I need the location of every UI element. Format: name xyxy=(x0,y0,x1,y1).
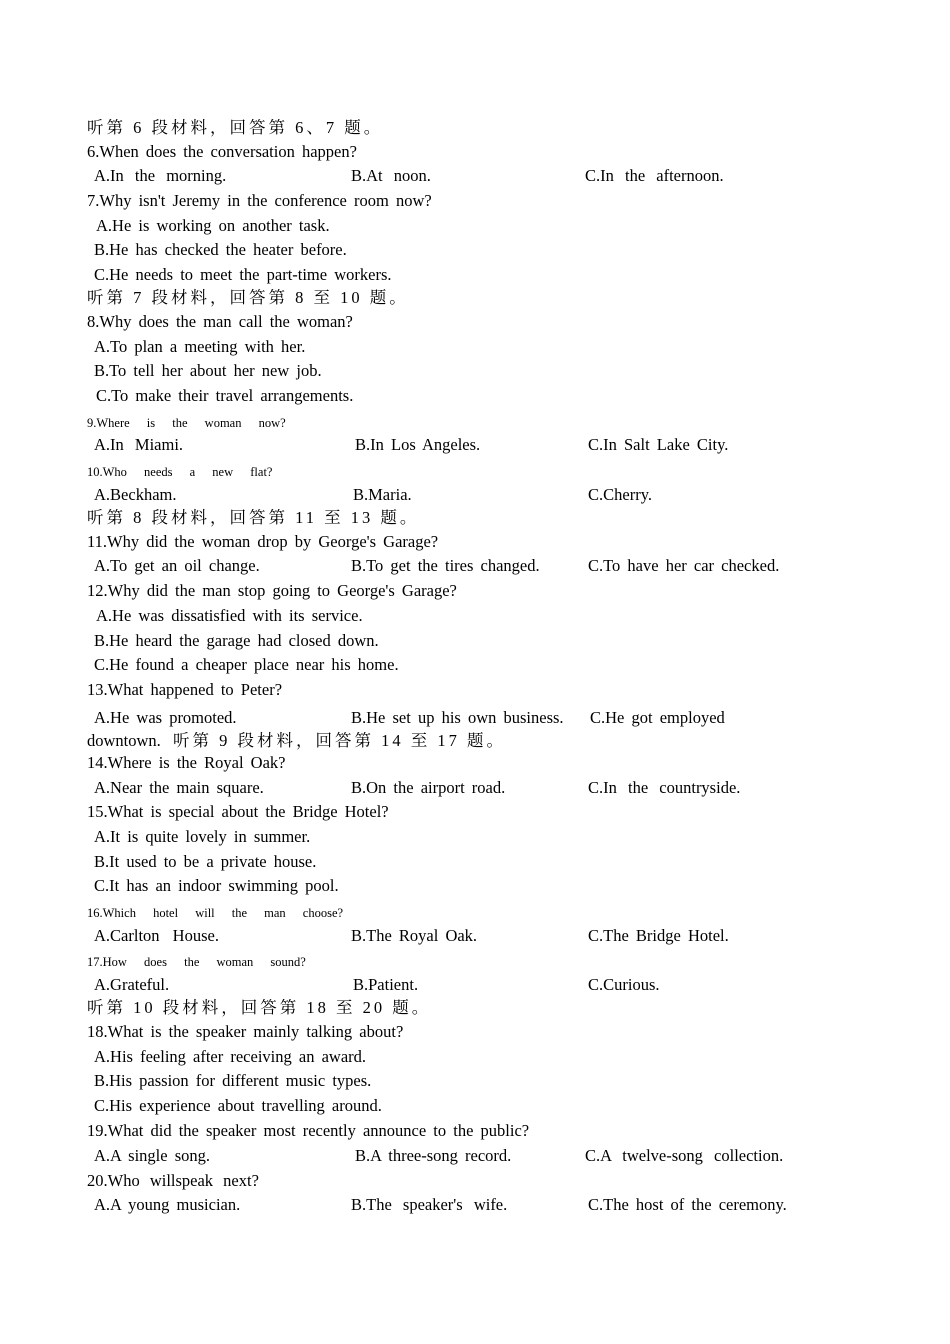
question-18: 18.What is the speaker mainly talking about? xyxy=(87,1022,404,1041)
question-11: 11.Why did the woman drop by George's Garage? xyxy=(87,532,439,551)
section-heading: 听第 6 段材料，回答第 6、7 题。 xyxy=(87,118,384,137)
option-9b: B.In Los Angeles. xyxy=(355,435,481,454)
option-14c: C.In the countryside. xyxy=(588,778,741,797)
option-19c: C.A twelve-song collection. xyxy=(585,1146,784,1165)
section-heading: 听第 8 段材料，回答第 11 至 13 题。 xyxy=(87,508,420,527)
option-6a: A.In the morning. xyxy=(94,166,227,185)
option-11c: C.To have her car checked. xyxy=(588,556,780,575)
question-6: 6.When does the conversation happen? xyxy=(87,142,357,161)
option-16c: C.The Bridge Hotel. xyxy=(588,926,729,945)
option-7c: C.He needs to meet the part-time workers. xyxy=(94,265,392,284)
option-6c: C.In the afternoon. xyxy=(585,166,724,185)
option-19a: A.A single song. xyxy=(94,1146,211,1165)
question-10: 10.Who needs a new flat? xyxy=(87,465,273,479)
option-12b: B.He heard the garage had closed down. xyxy=(94,631,379,650)
option-15a: A.It is quite lovely in summer. xyxy=(94,827,311,846)
section-heading: 听第 9 段材料，回答第 14 至 17 题。 xyxy=(173,731,506,750)
option-13c: C.He got employed xyxy=(590,708,725,727)
option-20a: A.A young musician. xyxy=(94,1195,241,1214)
option-13c-continuation: downtown. xyxy=(87,731,161,750)
option-12c: C.He found a cheaper place near his home. xyxy=(94,655,399,674)
question-8: 8.Why does the man call the woman? xyxy=(87,312,353,331)
section-heading: 听第 7 段材料，回答第 8 至 10 题。 xyxy=(87,288,409,307)
option-9a: A.In Miami. xyxy=(94,435,184,454)
option-12a: A.He was dissatisfied with its service. xyxy=(96,606,363,625)
question-20: 20.Who willspeak next? xyxy=(87,1171,259,1190)
option-16b: B.The Royal Oak. xyxy=(351,926,478,945)
question-9: 9.Where is the woman now? xyxy=(87,416,286,430)
question-16: 16.Which hotel will the man choose? xyxy=(87,906,344,920)
option-7b: B.He has checked the heater before. xyxy=(94,240,347,259)
question-17: 17.How does the woman sound? xyxy=(87,955,306,969)
option-17b: B.Patient. xyxy=(353,975,419,994)
option-11a: A.To get an oil change. xyxy=(94,556,260,575)
option-13b: B.He set up his own business. xyxy=(351,708,564,727)
option-15c: C.It has an indoor swimming pool. xyxy=(94,876,339,895)
question-13: 13.What happened to Peter? xyxy=(87,680,283,699)
option-10b: B.Maria. xyxy=(353,485,412,504)
option-14b: B.On the airport road. xyxy=(351,778,506,797)
question-7: 7.Why isn't Jeremy in the conference room now? xyxy=(87,191,432,210)
question-15: 15.What is special about the Bridge Hotel? xyxy=(87,802,389,821)
option-17a: A.Grateful. xyxy=(94,975,170,994)
option-6b: B.At noon. xyxy=(351,166,431,185)
question-19: 19.What did the speaker most recently announce to the public? xyxy=(87,1121,530,1140)
option-18b: B.His passion for different music types. xyxy=(94,1071,372,1090)
option-8b: B.To tell her about her new job. xyxy=(94,361,322,380)
option-16a: A.Carlton House. xyxy=(94,926,219,945)
question-14: 14.Where is the Royal Oak? xyxy=(87,753,286,772)
option-15b: B.It used to be a private house. xyxy=(94,852,317,871)
option-14a: A.Near the main square. xyxy=(94,778,264,797)
option-20b: B.The speaker's wife. xyxy=(351,1195,508,1214)
section-heading: 听第 10 段材料，回答第 18 至 20 题。 xyxy=(87,998,432,1017)
option-10a: A.Beckham. xyxy=(94,485,177,504)
option-13a: A.He was promoted. xyxy=(94,708,237,727)
question-12: 12.Why did the man stop going to George's Garage? xyxy=(87,581,457,600)
option-11b: B.To get the tires changed. xyxy=(351,556,540,575)
option-8a: A.To plan a meeting with her. xyxy=(94,337,306,356)
option-19b: B.A three-song record. xyxy=(355,1146,512,1165)
option-10c: C.Cherry. xyxy=(588,485,653,504)
option-7a: A.He is working on another task. xyxy=(96,216,330,235)
option-20c: C.The host of the ceremony. xyxy=(588,1195,787,1214)
option-18a: A.His feeling after receiving an award. xyxy=(94,1047,367,1066)
option-17c: C.Curious. xyxy=(588,975,660,994)
option-9c: C.In Salt Lake City. xyxy=(588,435,729,454)
option-18c: C.His experience about travelling around. xyxy=(94,1096,382,1115)
option-8c: C.To make their travel arrangements. xyxy=(96,386,354,405)
